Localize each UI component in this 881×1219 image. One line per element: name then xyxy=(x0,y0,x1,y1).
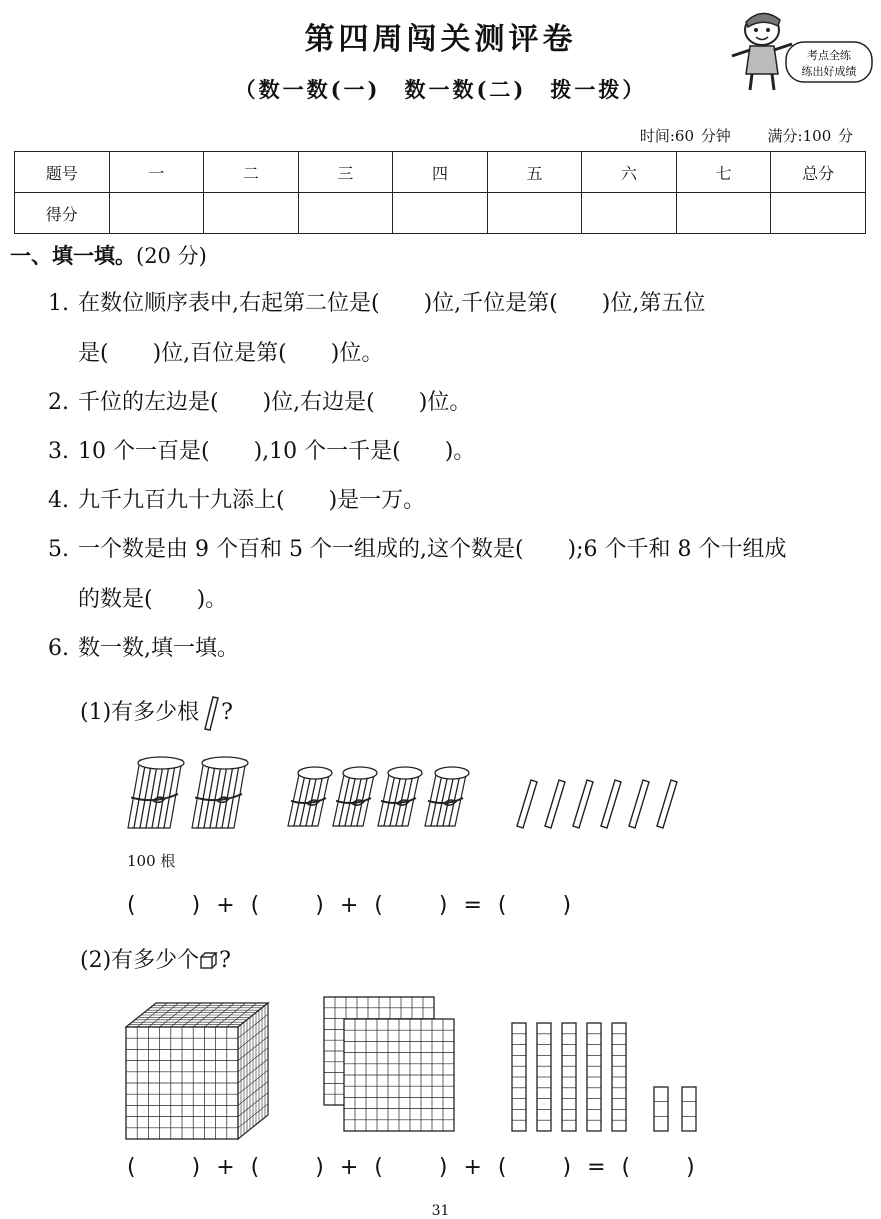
question-5-line-2: 的数是( )。 xyxy=(78,587,228,612)
score-table xyxy=(14,151,866,234)
question-2 xyxy=(48,388,471,418)
equation-token: ) xyxy=(315,893,324,918)
mascot-text-2: 练出好成绩 xyxy=(801,65,857,78)
table-cell: 得分 xyxy=(15,193,110,234)
mascot-text-1: 考点全练 xyxy=(807,49,851,62)
stick-bundle xyxy=(333,767,377,826)
equation-token: + xyxy=(216,1155,235,1180)
blocks-illustration xyxy=(120,985,720,1135)
equation-token: + xyxy=(339,1155,359,1180)
question-text: 数一数,填一填。 xyxy=(78,636,239,661)
equation-token[interactable]: ( xyxy=(127,893,136,918)
equation-1[interactable] xyxy=(127,893,587,918)
score-input-cell[interactable] xyxy=(676,193,771,234)
single-stick xyxy=(573,780,593,828)
section-points: (20 分) xyxy=(136,244,207,268)
page-title: 第四周闯关测评卷 xyxy=(304,22,577,57)
question-6-1: (1)有多少根 ? xyxy=(80,695,233,731)
question-4 xyxy=(48,486,425,516)
table-cell: 七 xyxy=(676,152,771,193)
question-number: 5. xyxy=(48,537,69,562)
table-cell: 四 xyxy=(393,152,488,193)
table-cell: 二 xyxy=(204,152,299,193)
question-1-line-1 xyxy=(48,289,705,319)
equation-token: + xyxy=(339,893,359,918)
time-limit: 时间:60 分钟 xyxy=(639,127,731,145)
mascot-logo xyxy=(726,8,876,92)
table-cell: 三 xyxy=(298,152,393,193)
single-stick xyxy=(517,780,537,828)
table-cell: 一 xyxy=(109,152,204,193)
score-input-cell[interactable] xyxy=(771,193,866,234)
equation-token[interactable]: ( xyxy=(621,1155,631,1180)
page-subtitle: （数一数(一) 数一数(二) 拨一拨） xyxy=(234,77,647,102)
equation-token[interactable]: ( xyxy=(250,893,260,918)
question-text: 在数位顺序表中,右起第二位是( )位,千位是第( )位,第五位 xyxy=(78,291,706,316)
equation-token: = xyxy=(587,1155,606,1180)
single-stick xyxy=(657,780,677,828)
equation-token[interactable]: ( xyxy=(497,893,507,918)
equation-token[interactable]: ( xyxy=(250,1155,260,1180)
equation-token: ) xyxy=(686,1155,695,1180)
stick-icon xyxy=(199,695,221,731)
single-stick xyxy=(601,780,621,828)
equation-token[interactable]: ( xyxy=(374,893,383,918)
question-text: 10 个一百是( ),10 个一千是( )。 xyxy=(78,439,476,464)
equation-token: ) xyxy=(562,893,572,918)
stick-bundle xyxy=(378,767,422,826)
full-score: 满分:100 分 xyxy=(767,127,853,145)
exam-meta xyxy=(610,125,853,146)
equation-token: ) xyxy=(438,893,448,918)
cube-icon xyxy=(199,951,219,971)
score-input-cell[interactable] xyxy=(204,193,299,234)
bundle-caption: 100 根 xyxy=(127,852,176,870)
page-number: 31 xyxy=(431,1203,450,1219)
section-title: 一、填一填。 xyxy=(10,244,136,268)
score-table-header-row xyxy=(15,152,866,193)
question-text: 九千九百九十九添上( )是一万。 xyxy=(78,488,426,513)
question-number: 4. xyxy=(48,488,69,513)
single-stick xyxy=(629,780,649,828)
equation-token: ) xyxy=(438,1155,448,1180)
question-number: 6. xyxy=(48,636,69,661)
question-5-line-1 xyxy=(48,535,787,565)
equation-token: ) xyxy=(562,1155,572,1180)
equation-token: = xyxy=(463,893,482,918)
stick-bundle xyxy=(288,767,332,826)
score-input-cell[interactable] xyxy=(393,193,488,234)
equation-token: + xyxy=(216,893,235,918)
question-text: 千位的左边是( )位,右边是( )位。 xyxy=(78,390,472,415)
equation-token[interactable]: ( xyxy=(127,1155,136,1180)
question-number: 3. xyxy=(48,439,69,464)
question-3 xyxy=(48,437,475,467)
table-cell: 六 xyxy=(582,152,677,193)
equation-token[interactable]: ( xyxy=(374,1155,383,1180)
single-stick xyxy=(545,780,565,828)
question-number: 2. xyxy=(48,390,69,415)
equation-2[interactable] xyxy=(127,1155,711,1180)
stick-bundle xyxy=(128,757,184,828)
sub-question-text: (1)有多少根 xyxy=(80,700,200,725)
question-number: 1. xyxy=(48,291,69,316)
stick-bundle xyxy=(192,757,248,828)
score-input-cell[interactable] xyxy=(582,193,677,234)
table-cell: 五 xyxy=(487,152,582,193)
question-6 xyxy=(48,634,239,664)
table-cell: 题号 xyxy=(15,152,110,193)
equation-token: ) xyxy=(315,1155,324,1180)
equation-token[interactable]: ( xyxy=(497,1155,507,1180)
sticks-illustration xyxy=(120,752,720,842)
sub-question-text: (2)有多少个 xyxy=(80,948,200,973)
score-input-cell[interactable] xyxy=(109,193,204,234)
section-heading xyxy=(10,240,207,270)
question-6-2: (2)有多少个 ? xyxy=(80,948,231,973)
stick-bundle xyxy=(425,767,469,826)
table-cell: 总分 xyxy=(771,152,866,193)
score-input-cell[interactable] xyxy=(487,193,582,234)
question-1-line-2: 是( )位,百位是第( )位。 xyxy=(78,341,384,366)
equation-token: ) xyxy=(191,893,201,918)
question-text: 一个数是由 9 个百和 5 个一组成的,这个数是( );6 个千和 8 个十组成 xyxy=(78,537,787,562)
equation-token: + xyxy=(463,1155,482,1180)
equation-token: ) xyxy=(191,1155,201,1180)
score-table-score-row xyxy=(15,193,866,234)
score-input-cell[interactable] xyxy=(298,193,393,234)
